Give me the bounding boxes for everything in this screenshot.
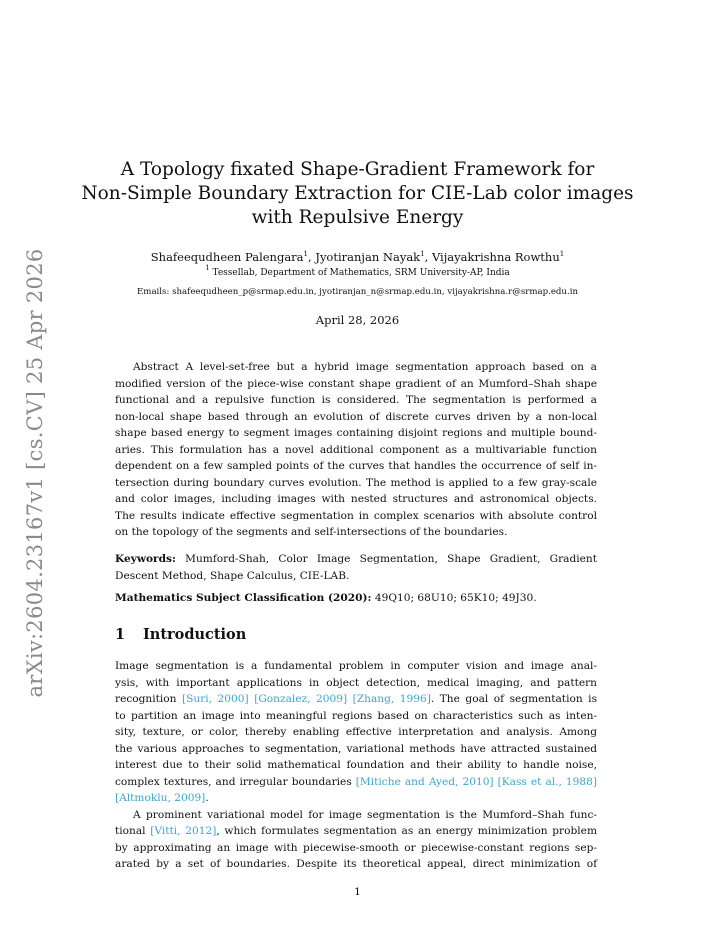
body-line: arated by a set of boundaries. Despite its theoretical appeal, direct minimization of xyxy=(115,858,597,870)
body-line: complex textures, and irregular boundaries [Mitiche and Ayed, 2010] [Kass et al., 1988] xyxy=(115,775,598,788)
body-line: sity, texture, or color, thereby enabling effective interpretation and analysis. Among xyxy=(115,726,597,738)
citation-link[interactable]: [Altmoklu, 2009] xyxy=(115,792,206,804)
affiliation-mark: 1 xyxy=(303,250,309,258)
affiliation-mark: 1 xyxy=(205,264,210,272)
body-line: interest due to their solid mathematical foundation and their ability to handle noise, xyxy=(115,759,597,771)
keywords-label: Keywords: xyxy=(115,553,176,565)
title-line-1: A Topology fixated Shape-Gradient Framework for xyxy=(120,159,595,180)
body-line: tional [Vitti, 2012], which formulates segmentation as an energy minimization problem xyxy=(115,825,597,837)
citation-link[interactable]: [Suri, 2000] xyxy=(182,693,249,705)
body-line: ysis, with important applications in object detection, medical imaging, and pattern xyxy=(115,676,597,689)
affiliation-text: Tessellab, Department of Mathematics, SRM University-AP, India xyxy=(209,268,510,278)
affiliation xyxy=(80,264,635,278)
title-line-3: with Repulsive Energy xyxy=(251,207,464,228)
keywords-text: Descent Method, Shape Calculus, CIE-LAB. xyxy=(115,569,350,582)
section-heading xyxy=(115,626,246,643)
author-name: Shafeequdheen Palengara xyxy=(150,250,304,264)
author-emails: Emails: shafeequdheen_p@srmap.edu.in, jyotiranjan_n@srmap.edu.in, vijayakrishna.r@srmap.edu.in xyxy=(137,287,578,297)
affiliation-mark: 1 xyxy=(559,250,565,258)
affiliation-mark: 1 xyxy=(420,250,425,258)
citation-link[interactable]: [Kass et al., 1988] xyxy=(497,775,598,788)
paper-date: April 28, 2026 xyxy=(315,313,400,327)
abstract-line: shape based energy to segment images containing disjoint regions and multiple bound- xyxy=(115,427,597,439)
arxiv-identifier-stamp xyxy=(18,248,52,698)
body-line: [Altmoklu, 2009]. xyxy=(115,792,209,804)
abstract-line: on the topology of the segments and self-intersections of the boundaries. xyxy=(115,526,508,538)
abstract xyxy=(115,359,597,541)
introduction-body xyxy=(115,658,597,873)
section-title: Introduction xyxy=(143,626,247,643)
msc-label: Mathematics Subject Classification (2020): xyxy=(115,592,372,604)
citation-link[interactable]: [Zhang, 1996] xyxy=(352,693,431,705)
author-name: Jyotiranjan Nayak xyxy=(315,250,421,264)
body-line: the various approaches to segmentation, variational methods have attracted sustained xyxy=(115,742,597,755)
abstract-line: non-local shape based through an evolution of discrete curves driven by a non-local xyxy=(115,410,597,423)
citation-link[interactable]: [Gonzalez, 2009] xyxy=(254,693,348,705)
body-line: to partition an image into meaningful regions based on characteristics such as inten- xyxy=(115,709,597,722)
abstract-line: modified version of the piece-wise constant shape gradient of an Mumford–Shah shape xyxy=(115,377,597,390)
abstract-line: tersection during boundary curves evolution. The method is applied to a few gray-scale xyxy=(115,476,597,489)
abstract-line: The results indicate effective segmentation in complex scenarios with absolute control xyxy=(115,509,597,522)
abstract-line: aries. This formulation has a novel additional component as a multivariable function xyxy=(115,443,597,456)
msc-codes: 49Q10; 68U10; 65K10; 49J30. xyxy=(371,592,537,604)
body-line: A prominent variational model for image segmentation is the Mumford–Shah func- xyxy=(133,808,597,821)
author-name: Vijayakrishna Rowthu xyxy=(431,250,560,264)
abstract-line: functional and a repulsive function is considered. The segmentation is performed a xyxy=(115,394,597,406)
keywords xyxy=(115,551,597,584)
abstract-line: dependent on a few sampled points of the curves that handles the occurrence of self in- xyxy=(115,460,597,472)
msc-classification xyxy=(115,590,597,607)
abstract-line: and color images, including images with nested structures and astronomical objects. xyxy=(115,493,597,505)
abstract-line: Abstract A level-set-free but a hybrid image segmentation approach based on a xyxy=(133,361,597,373)
title-line-2: Non-Simple Boundary Extraction for CIE-Lab color images xyxy=(81,183,634,204)
body-line: by approximating an image with piecewise-smooth or piecewise-constant regions sep- xyxy=(115,841,597,854)
body-line: recognition [Suri, 2000] [Gonzalez, 2009] [Zhang, 1996]. The goal of segmentation is xyxy=(115,693,597,705)
section-number: 1 xyxy=(115,626,126,643)
paper-title xyxy=(80,158,635,230)
page-number: 1 xyxy=(354,886,361,898)
citation-link[interactable]: [Vitti, 2012] xyxy=(150,825,217,837)
citation-link[interactable]: [Mitiche and Ayed, 2010] xyxy=(355,775,494,788)
arxiv-identifier-text: arXiv:2604.23167v1 [cs.CV] 25 Apr 2026 xyxy=(23,248,47,698)
author-list: Shafeequdheen Palengara$^1$, Jyotiranjan Nayak$^1$, Vijayakrishna Rowthu$^1$ xyxy=(150,250,565,264)
keywords-text: Mumford-Shah, Color Image Segmentation, Shape Gradient, Gradient xyxy=(175,553,597,565)
body-line: Image segmentation is a fundamental problem in computer vision and image anal- xyxy=(115,660,597,672)
